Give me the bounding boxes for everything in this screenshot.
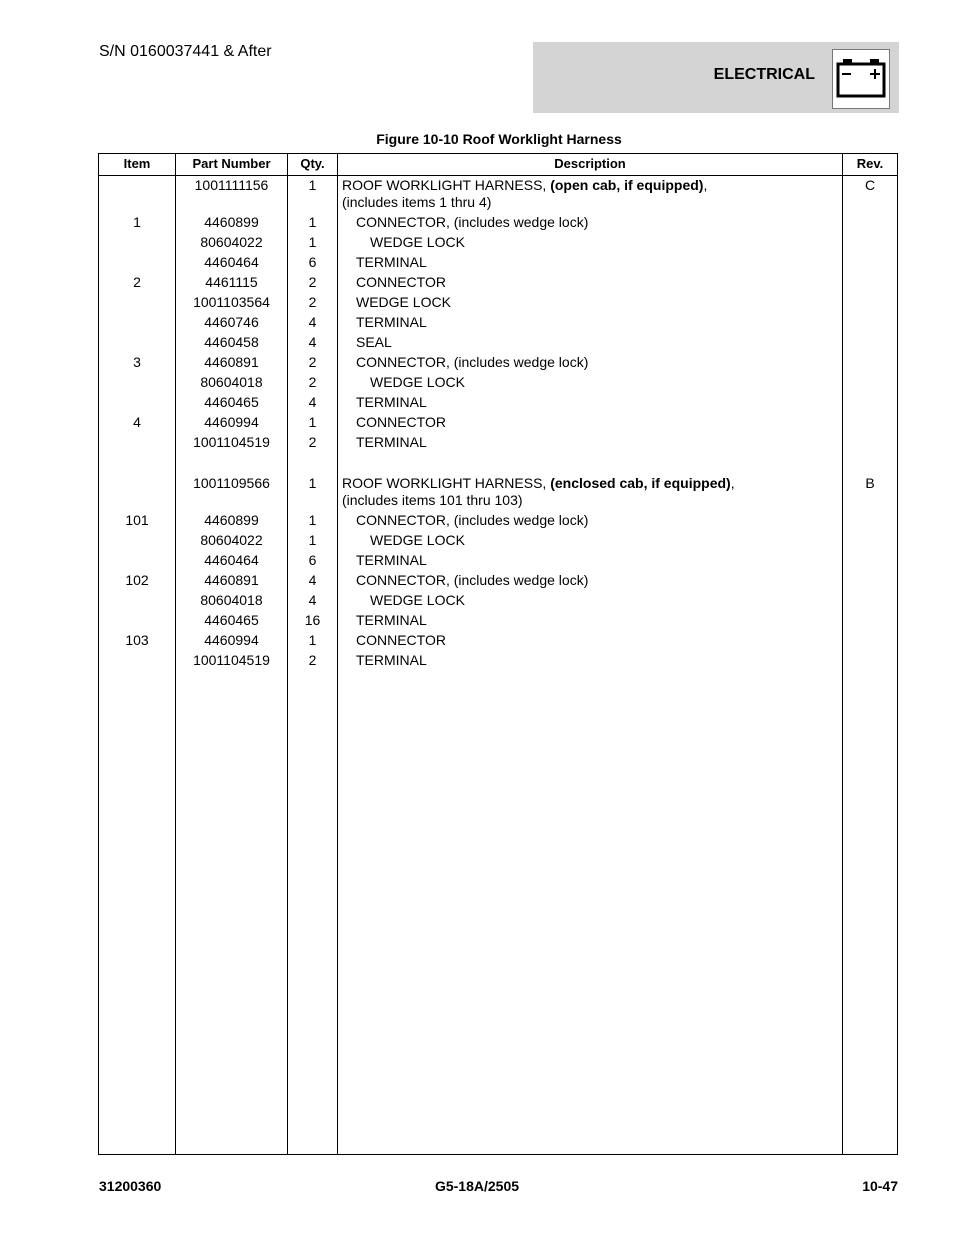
description-text: TERMINAL: [356, 394, 427, 410]
description-text: WEDGE LOCK: [370, 374, 465, 390]
table-row: [99, 433, 897, 453]
table-row: [99, 511, 897, 531]
description-line: [356, 294, 851, 311]
part-number: 4460465: [204, 394, 259, 410]
item-number: 4: [133, 414, 141, 430]
item-number: 1: [133, 214, 141, 230]
description: [342, 394, 851, 411]
description-text: CONNECTOR, (includes wedge lock): [356, 512, 589, 528]
description-note: (includes items 1 thru 4): [342, 194, 492, 210]
description: [342, 294, 851, 311]
description: [342, 434, 851, 451]
description-text: TERMINAL: [356, 652, 427, 668]
section-header: [533, 42, 899, 113]
description-text: ROOF WORKLIGHT HARNESS,: [342, 475, 551, 491]
quantity: 2: [308, 294, 317, 310]
footer-doc-number: 31200360: [99, 1178, 162, 1194]
description-text: SEAL: [356, 334, 392, 350]
description: [342, 354, 851, 371]
part-number: 80604018: [200, 374, 263, 390]
description-punctuation: ,: [730, 475, 735, 491]
description: [342, 177, 837, 211]
quantity: 4: [308, 592, 317, 608]
table-row: [99, 253, 897, 273]
description: [342, 612, 851, 629]
description-line: [356, 414, 851, 431]
part-number: 4460458: [204, 334, 259, 350]
revision: B: [865, 475, 875, 491]
quantity: 16: [304, 612, 321, 628]
description-line: [342, 177, 837, 194]
quantity: 2: [308, 354, 317, 370]
description-punctuation: ,: [703, 177, 708, 193]
description-line: [356, 334, 851, 351]
table-row: [99, 591, 897, 611]
description-text: CONNECTOR: [356, 632, 446, 648]
description-text: CONNECTOR, (includes wedge lock): [356, 354, 589, 370]
description: [342, 374, 865, 391]
part-number: 4460899: [204, 214, 259, 230]
description-line: [356, 274, 851, 291]
footer-model: G5-18A/2505: [434, 1178, 520, 1194]
table-row: [99, 531, 897, 551]
quantity: 6: [308, 254, 317, 270]
quantity: 1: [308, 532, 317, 548]
table-row: [99, 611, 897, 631]
quantity: 4: [308, 572, 317, 588]
description-text: TERMINAL: [356, 254, 427, 270]
table-row: [99, 413, 897, 433]
table-row: [99, 571, 897, 591]
table-row: [99, 333, 897, 353]
description-line: [356, 434, 851, 451]
section-title: ELECTRICAL: [713, 66, 815, 83]
description-line: [356, 394, 851, 411]
table-row: [99, 373, 897, 393]
description: [342, 652, 851, 669]
description-text: CONNECTOR: [356, 274, 446, 290]
parts-table: [98, 153, 898, 1155]
description-text: TERMINAL: [356, 612, 427, 628]
table-row: [99, 353, 897, 373]
quantity: 1: [308, 512, 317, 528]
quantity: 2: [308, 374, 317, 390]
part-number: 4460746: [204, 314, 259, 330]
description: [342, 214, 851, 231]
item-number: 103: [125, 632, 149, 648]
description: [342, 274, 851, 291]
description: [342, 314, 851, 331]
description-line: [370, 374, 865, 391]
table-row: [99, 213, 897, 233]
description: [342, 234, 865, 251]
description-text: CONNECTOR, (includes wedge lock): [356, 214, 589, 230]
part-number: 1001104519: [193, 652, 270, 668]
description-note: (includes items 101 thru 103): [342, 492, 523, 508]
description-line: [356, 572, 851, 589]
description-line: [356, 652, 851, 669]
serial-number: S/N 0160037441 & After: [99, 43, 272, 60]
quantity: 1: [308, 632, 317, 648]
description-text: WEDGE LOCK: [370, 592, 465, 608]
item-number: 3: [133, 354, 141, 370]
quantity: 1: [308, 475, 317, 491]
description-line: [356, 354, 851, 371]
table-body: [99, 176, 897, 671]
description: [342, 512, 851, 529]
description: [342, 334, 851, 351]
table-row: [99, 651, 897, 671]
quantity: 1: [308, 414, 317, 430]
description-qualifier: (enclosed cab, if equipped): [550, 475, 731, 491]
description-line: [370, 532, 865, 549]
description: [342, 254, 851, 271]
description: [342, 475, 837, 509]
table-row: [99, 176, 897, 213]
footer-page-number: 10-47: [862, 1178, 898, 1194]
description-line: [370, 592, 865, 609]
column-header-qty: Qty.: [300, 156, 325, 171]
part-number: 1001103564: [193, 294, 270, 310]
column-header-rev: Rev.: [856, 156, 884, 171]
table-row: [99, 631, 897, 651]
description: [342, 532, 865, 549]
description-line: [356, 314, 851, 331]
quantity: 1: [308, 214, 317, 230]
table-row: [99, 474, 897, 511]
quantity: 2: [308, 434, 317, 450]
description-line: [342, 475, 837, 492]
quantity: 2: [308, 274, 317, 290]
description-text: WEDGE LOCK: [370, 234, 465, 250]
part-number: 4460994: [204, 632, 259, 648]
part-number: 80604018: [200, 592, 263, 608]
item-number: 101: [125, 512, 149, 528]
description-text: WEDGE LOCK: [356, 294, 451, 310]
part-number: 4460994: [204, 414, 259, 430]
description-line: [356, 632, 851, 649]
description-line: [356, 552, 851, 569]
part-number: 1001111156: [194, 177, 269, 193]
table-row: [99, 393, 897, 413]
description-text: TERMINAL: [356, 434, 427, 450]
quantity: 4: [308, 334, 317, 350]
column-header-part-number: Part Number: [192, 156, 271, 171]
quantity: 1: [308, 177, 317, 193]
description-text: CONNECTOR, (includes wedge lock): [356, 572, 589, 588]
part-number: 1001104519: [193, 434, 270, 450]
description-text: TERMINAL: [356, 552, 427, 568]
part-number: 4460891: [204, 572, 259, 588]
column-header-item: Item: [123, 156, 151, 171]
description-line: [356, 214, 851, 231]
description-text: TERMINAL: [356, 314, 427, 330]
description-line: [356, 512, 851, 529]
quantity: 2: [308, 652, 317, 668]
column-header-description: Description: [554, 156, 626, 171]
part-number: 4460465: [204, 612, 259, 628]
description-text: ROOF WORKLIGHT HARNESS,: [342, 177, 551, 193]
part-number: 4460891: [204, 354, 259, 370]
part-number: 4460464: [204, 552, 259, 568]
table-row: [99, 313, 897, 333]
item-number: 2: [133, 274, 141, 290]
table-row: [99, 233, 897, 253]
description: [342, 572, 851, 589]
table-row: [99, 273, 897, 293]
description-line: [356, 254, 851, 271]
quantity: 4: [308, 394, 317, 410]
description: [342, 592, 865, 609]
quantity: 6: [308, 552, 317, 568]
description: [342, 414, 851, 431]
part-number: 4460899: [204, 512, 259, 528]
part-number: 4460464: [204, 254, 259, 270]
description-line: [370, 234, 865, 251]
part-number: 80604022: [200, 532, 263, 548]
revision: C: [864, 177, 876, 193]
table-row: [99, 551, 897, 571]
figure-title: Figure 10-10 Roof Worklight Harness: [376, 131, 622, 147]
battery-icon: [832, 49, 890, 109]
table-row: [99, 293, 897, 313]
quantity: 1: [308, 234, 317, 250]
part-number: 1001109566: [193, 475, 270, 491]
description: [342, 552, 851, 569]
quantity: 4: [308, 314, 317, 330]
part-number: 4461115: [205, 274, 258, 290]
description-text: CONNECTOR: [356, 414, 446, 430]
description-text: WEDGE LOCK: [370, 532, 465, 548]
item-number: 102: [125, 572, 149, 588]
description-line: [356, 612, 851, 629]
description: [342, 632, 851, 649]
part-number: 80604022: [200, 234, 263, 250]
description-qualifier: (open cab, if equipped): [550, 177, 704, 193]
